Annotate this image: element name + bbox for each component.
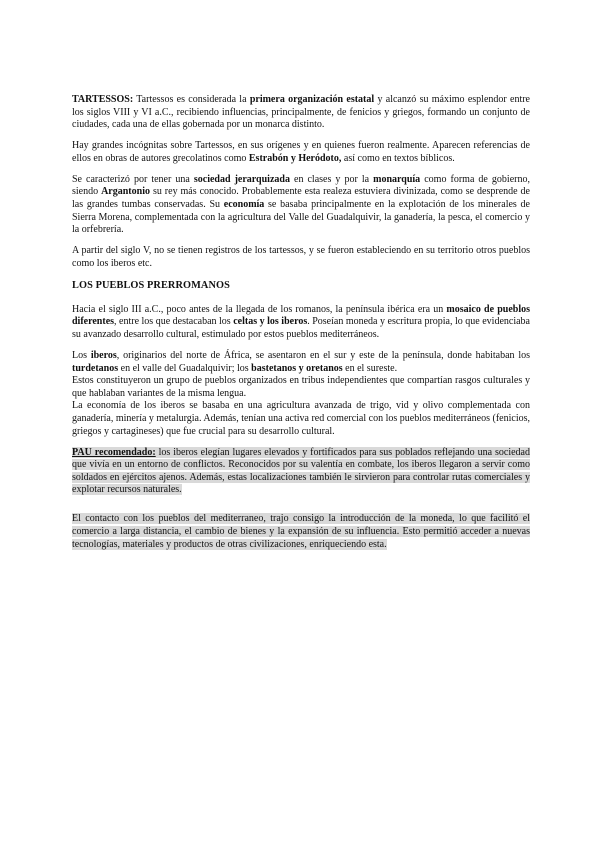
spacer (72, 505, 530, 513)
paragraph-siglo-v: A partir del siglo V, no se tienen registros de los tartessos, y se fueron estableciendo en su territorio otros pueblos como los iberos etc. (72, 245, 530, 269)
paragraph-incognitas: Hay grandes incógnitas sobre Tartessos, en sus orígenes y en quienes fueron realmente. Aparecen referencias de ellos en obras de autores grecolatinos como Estrabón y Heródoto, así como en textos bíblicos. (72, 140, 530, 164)
paragraph-sociedad: Se caracterizó por tener una sociedad jerarquizada en clases y por la monarquía como forma de gobierno, siendo Argantonio su rey más conocido. Probablemente esta realeza estuviera divinizada, como se desprende de las grandes tumbas conservadas. Su economía se basaba principalmente en la explotación de los minerales de Sierra Morena, complementada con la agricultura del Valle del Guadalquivir, la ganadería, la pesca, el comercio y la orfebrería. (72, 173, 530, 236)
paragraph-mosaico: Hacia el siglo III a.C., poco antes de la llegada de los romanos, la península ibérica era un mosaico de pueblos diferentes, entre los que destacaban los celtas y los iberos. Poseían moneda y escritura propia, lo que evidenciaba su avanzado desarrollo cultural, estimulado por estos pueblos mediterráneos. (72, 303, 531, 341)
section-heading: LOS PUEBLOS PRERROMANOS (72, 280, 230, 292)
contacto-highlight: El contacto con los pueblos del mediterraneo, trajo consigo la introducción de la moneda, lo que facilitó el comercio a larga distancia, el cambio de bienes y la expansión de su influencia. Esto permitió acceder a nuevas tecnologías, materiales y productos de otras civilizaciones, enriqueciendo esta. (72, 513, 530, 550)
paragraph-contacto (72, 513, 530, 551)
paragraph-tartessos: TARTESSOS: Tartessos es considerada la primera organización estatal y alcanzó su máximo esplendor entre los siglos VIII y VI a.C., recibiendo influencias, principalmente, de fenicios y griegos, formando un conjunto de ciudades, cada una de ellas gobernada por un monarca distinto. (72, 94, 530, 131)
tartessos-label: TARTESSOS: (72, 94, 134, 105)
paragraph-pau (72, 447, 530, 497)
pau-label: PAU recomendado: (72, 446, 156, 458)
pau-highlight: PAU recomendado: los iberos elegían lugares elevados y fortificados para sus poblados reflejando una sociedad que vivía en un entorno de conflictos. Reconocidos por su valentía en combate, los iberos llegaron a servir como soldados en ejércitos ajenos. Además, estas localizaciones también le sirvieron para controlar rutas comerciales y explotar recursos naturales. (72, 446, 530, 496)
paragraph-tribus: Estos constituyeron un grupo de pueblos organizados en tribus independientes que compartían rasgos culturales y que hablaban variantes de la misma lengua. (72, 375, 530, 399)
paragraph-iberos: Los iberos, originarios del norte de África, se asentaron en el sur y este de la península, donde habitaban los turdetanos en el valle del Guadalquivir; los bastetanos y oretanos en el sureste. (72, 350, 531, 374)
document-body (72, 94, 530, 560)
paragraph-economia-iberos: La economía de los iberos se basaba en una agricultura avanzada de trigo, vid y olivo complementada con ganadería, minería y metalurgia. Además, tenían una activa red comercial con los pueblos mediterráneos (fenicios, griegos y cartagineses) que fue crucial para su desarrollo cultural. (72, 400, 530, 437)
